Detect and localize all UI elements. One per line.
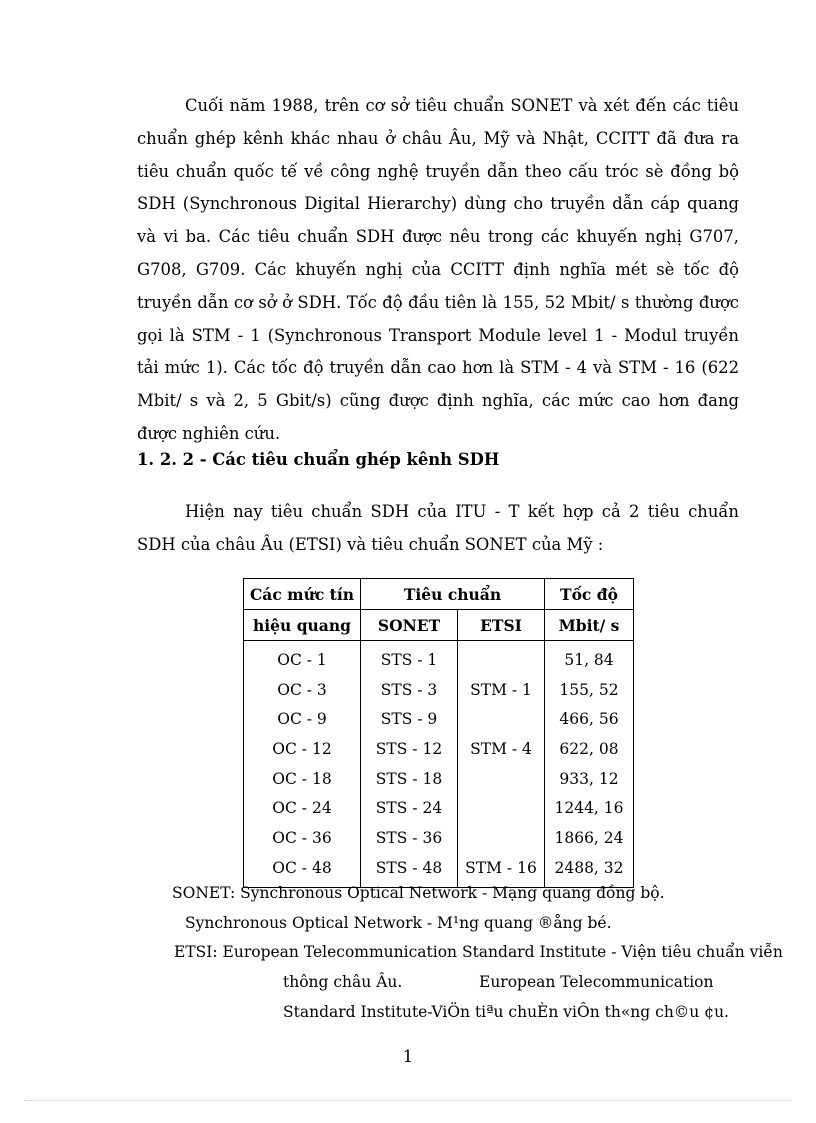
cell-rate: 155, 52	[545, 675, 634, 705]
table-header-row	[244, 579, 634, 610]
standards-table	[243, 578, 634, 888]
cell-rate: 933, 12	[545, 764, 634, 794]
cell-oc: OC - 1	[244, 641, 361, 675]
table-row	[244, 675, 634, 705]
cell-rate: 1866, 24	[545, 823, 634, 853]
table-row	[244, 853, 634, 887]
table-row	[244, 823, 634, 853]
cell-sts: STS - 36	[361, 823, 458, 853]
cell-stm: STM - 16	[458, 853, 545, 887]
header-etsi: ETSI	[458, 610, 545, 641]
cell-sts: STS - 18	[361, 764, 458, 794]
cell-rate: 2488, 32	[545, 853, 634, 887]
note-sonet: SONET: Synchronous Optical Network - Mạng quang đồng bộ.	[172, 884, 665, 902]
cell-sts: STS - 48	[361, 853, 458, 887]
cell-stm	[458, 793, 545, 823]
cell-sts: STS - 3	[361, 675, 458, 705]
cell-stm	[458, 704, 545, 734]
note-sonet-garbled: Synchronous Optical Network - M¹ng quang ®ång bé.	[185, 914, 612, 932]
section-heading: 1. 2. 2 - Các tiêu chuẩn ghép kênh SDH	[137, 450, 500, 469]
paragraph-sdh-intro: Cuối năm 1988, trên cơ sở tiêu chuẩn SONET và xét đến các tiêu chuẩn ghép kênh khác nhau ở châu Âu, Mỹ và Nhật, CCITT đã đưa ra tiêu chuẩn quốc tế về công nghệ truyền dẫn theo cấu tróc sè đồng bộ SDH (Synchronous Digital Hierarchy) dùng cho truyền dẫn cáp quang và vi ba. Các tiêu chuẩn SDH được nêu trong các khuyến nghị G707, G708, G709. Các khuyến nghị của CCITT định nghĩa mét sè tốc độ truyền dẫn cơ sở ở SDH. Tốc độ đầu tiên là 155, 52 Mbit/ s thường được gọi là STM - 1 (Synchronous Transport Module level 1 - Modul truyền tải mức 1). Các tốc độ truyền dẫn cao hơn là STM - 4 và STM - 16 (622 Mbit/ s và 2, 5 Gbit/s) cũng được định nghĩa, các mức cao hơn đang được nghiên cứu.	[137, 96, 739, 443]
table-row	[244, 734, 634, 764]
cell-sts: STS - 24	[361, 793, 458, 823]
cell-rate: 622, 08	[545, 734, 634, 764]
cell-stm	[458, 641, 545, 675]
header-level: Các mức tín	[244, 579, 361, 610]
table-row	[244, 704, 634, 734]
cell-rate: 51, 84	[545, 641, 634, 675]
header-level-line2: hiệu quang	[244, 610, 361, 641]
cell-oc: OC - 48	[244, 853, 361, 887]
cell-stm	[458, 823, 545, 853]
cell-stm: STM - 1	[458, 675, 545, 705]
header-sonet: SONET	[361, 610, 458, 641]
cell-rate: 1244, 16	[545, 793, 634, 823]
note-etsi-continued: thông châu Âu.	[283, 973, 403, 991]
table-row	[244, 764, 634, 794]
cell-oc: OC - 36	[244, 823, 361, 853]
cell-oc: OC - 24	[244, 793, 361, 823]
cell-stm	[458, 764, 545, 794]
note-etsi-repeat: European Telecommunication	[479, 973, 714, 991]
note-etsi-garbled: Standard Institute-ViÖn tiªu chuÈn viÔn th«ng ch©u ¢u.	[283, 1003, 729, 1021]
cell-oc: OC - 3	[244, 675, 361, 705]
cell-oc: OC - 9	[244, 704, 361, 734]
cell-sts: STS - 9	[361, 704, 458, 734]
header-rate: Tốc độ	[545, 579, 634, 610]
table-row	[244, 793, 634, 823]
header-rate-unit: Mbit/ s	[545, 610, 634, 641]
note-etsi: ETSI: European Telecommunication Standard Institute - Viện tiêu chuẩn viễn	[174, 943, 783, 961]
table-subheader-row	[244, 610, 634, 641]
page-number: 1	[402, 1047, 414, 1066]
cell-stm: STM - 4	[458, 734, 545, 764]
cell-sts: STS - 1	[361, 641, 458, 675]
header-standard: Tiêu chuẩn	[361, 579, 545, 610]
cell-sts: STS - 12	[361, 734, 458, 764]
paragraph-itu-standard: Hiện nay tiêu chuẩn SDH của ITU - T kết hợp cả 2 tiêu chuẩn SDH của châu Âu (ETSI) và tiêu chuẩn SONET của Mỹ :	[137, 502, 739, 554]
table-row	[244, 641, 634, 675]
cell-oc: OC - 12	[244, 734, 361, 764]
footer-divider	[24, 1100, 792, 1101]
cell-rate: 466, 56	[545, 704, 634, 734]
cell-oc: OC - 18	[244, 764, 361, 794]
